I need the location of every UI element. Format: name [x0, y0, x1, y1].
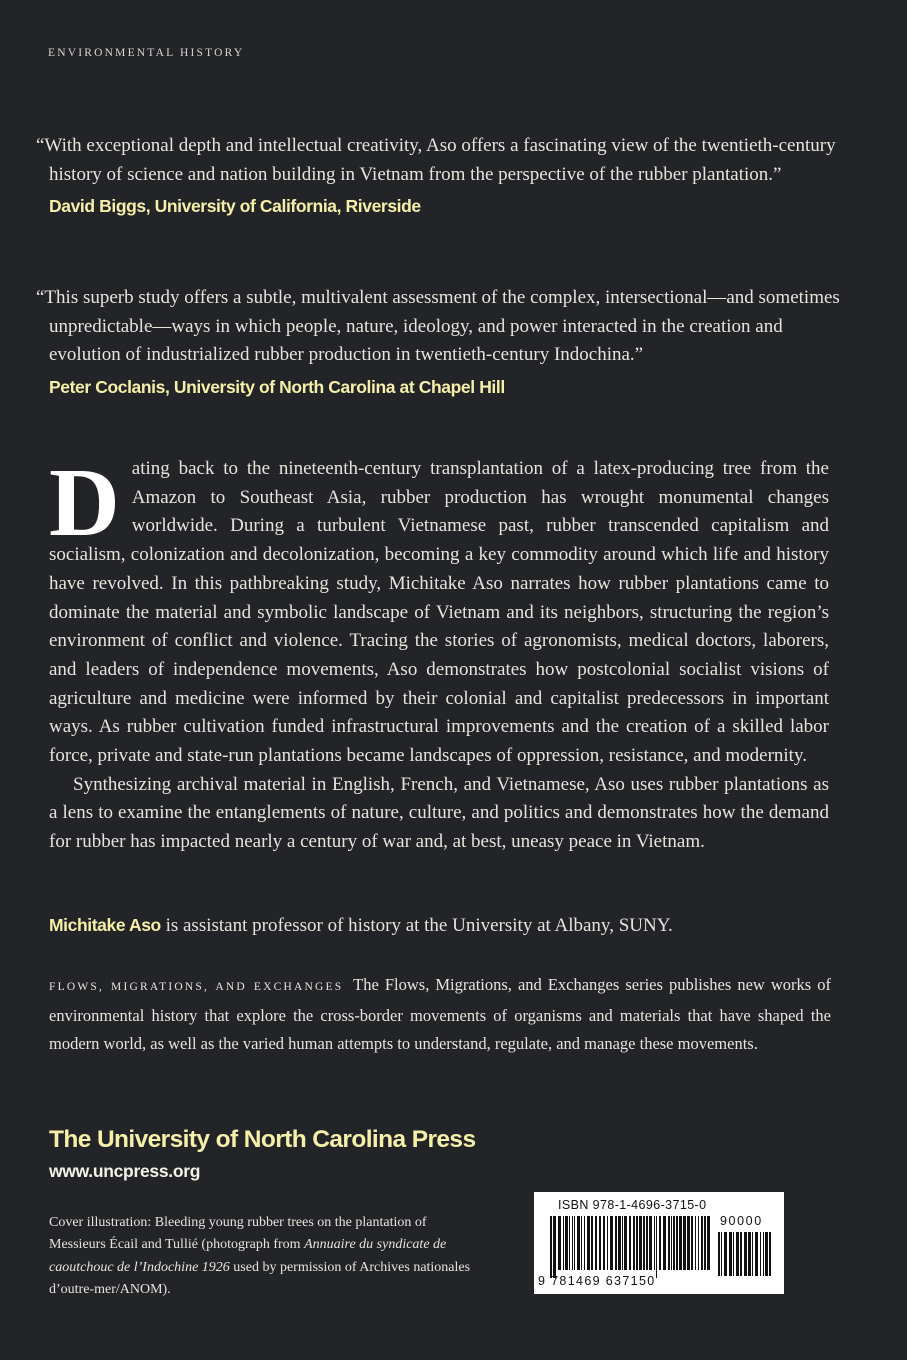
- barcode-bar: [639, 1216, 642, 1270]
- description-paragraph-2: Synthesizing archival material in English, French, and Vietnamese, Aso uses rubber plantations as a lens to examine the entanglements of nature, culture, and politics and demonstrates how the demand for rubber has impacted nearly a century of war and, at best, uneasy peace in Vietnam.: [49, 773, 829, 853]
- barcode-bar: [553, 1216, 556, 1278]
- barcode-bar: [643, 1216, 645, 1270]
- barcode-bar: [624, 1216, 627, 1270]
- barcode-bar: [563, 1216, 564, 1270]
- barcode-bar: [748, 1232, 751, 1276]
- series-description: [49, 971, 831, 1059]
- cover-credit-source: Annuaire du syndicate de caoutchouc de l’Indochine 1926: [49, 1237, 447, 1275]
- barcode-bar: [558, 1216, 561, 1270]
- barcode-bar: [550, 1216, 552, 1278]
- publisher-url[interactable]: www.uncpress.org: [49, 1161, 201, 1181]
- barcode-bar: [629, 1216, 631, 1270]
- barcode-bar: [744, 1232, 747, 1276]
- barcode-bar: [574, 1216, 575, 1270]
- barcode-bar: [591, 1216, 593, 1270]
- author-bio-text: is assistant professor of history at the University at Albany, SUNY.: [160, 915, 673, 936]
- barcode-bar: [636, 1216, 638, 1270]
- barcode-bar: [615, 1216, 617, 1270]
- barcode-bar: [695, 1216, 696, 1270]
- addon-barcode-bars: [718, 1232, 774, 1276]
- barcode-bar: [607, 1216, 608, 1270]
- barcode-bar: [646, 1216, 648, 1270]
- barcode-bar: [587, 1216, 590, 1270]
- barcode-bar: [752, 1232, 753, 1276]
- description-paragraph-1: [49, 449, 829, 771]
- barcode-bar: [603, 1216, 605, 1270]
- barcode-bar: [656, 1216, 657, 1278]
- barcode-bar: [622, 1216, 623, 1270]
- isbn-barcode: [534, 1192, 784, 1294]
- barcode-bar: [763, 1232, 764, 1276]
- barcode-bar: [618, 1216, 621, 1270]
- barcode-bar: [718, 1232, 720, 1276]
- barcode-bar: [721, 1232, 722, 1276]
- barcode-bar: [691, 1216, 693, 1270]
- barcode-bar: [673, 1216, 675, 1270]
- barcode-bar: [633, 1216, 635, 1270]
- addon-digits: 90000: [720, 1214, 763, 1228]
- barcode-bar: [736, 1232, 739, 1276]
- isbn-label: ISBN 978-1-4696-3715-0: [558, 1198, 707, 1212]
- barcode-bar: [610, 1216, 613, 1270]
- drop-cap: D: [49, 449, 120, 557]
- barcode-bar: [668, 1216, 670, 1270]
- barcode-bar: [755, 1232, 758, 1276]
- series-text: The Flows, Migrations, and Exchanges series publishes new works of environmental history that explore the cross-border movements of organisms and materials that have shaped the modern world, as well as the varied human attempts to understand, regulate, and manage these movements.: [49, 975, 832, 1053]
- barcode-bar: [769, 1232, 771, 1276]
- endorsement-2: [36, 284, 846, 398]
- endorsement-attribution: David Biggs, University of California, Riverside: [49, 196, 421, 216]
- barcode-bar: [649, 1216, 652, 1270]
- author-name: Michitake Aso: [49, 915, 161, 935]
- endorsement-1: [36, 132, 846, 217]
- cover-credit-permission: used by permission of Archives nationales d’outre-mer/ANOM).: [49, 1259, 471, 1298]
- barcode-bar: [701, 1216, 703, 1270]
- barcode-bar: [740, 1232, 742, 1276]
- barcode-bar: [577, 1216, 580, 1270]
- barcode-bar: [733, 1232, 734, 1276]
- barcode-bar: [659, 1216, 661, 1270]
- barcode-bar: [569, 1216, 570, 1270]
- barcode-bar: [595, 1216, 597, 1270]
- barcode-bar: [707, 1216, 710, 1270]
- barcode-bar: [572, 1216, 573, 1270]
- book-description: [49, 449, 829, 857]
- barcode-bar: [663, 1216, 666, 1270]
- series-name: FLOWS, MIGRATIONS, AND EXCHANGES: [49, 981, 344, 993]
- barcode-bar: [698, 1216, 699, 1270]
- cover-credit: [49, 1212, 479, 1302]
- series-label: ENVIRONMENTAL HISTORY: [48, 47, 245, 59]
- barcode-bar: [599, 1216, 601, 1270]
- publisher-name: The University of North Carolina Press: [49, 1126, 476, 1153]
- barcode-bar: [676, 1216, 678, 1270]
- barcode-bar: [704, 1216, 706, 1270]
- barcode-bar: [760, 1232, 761, 1276]
- author-bio: [49, 911, 849, 940]
- ean-barcode-bars: [550, 1216, 710, 1278]
- barcode-bar: [671, 1216, 672, 1270]
- barcode-bar: [724, 1232, 727, 1276]
- barcode-bar: [584, 1216, 585, 1270]
- endorsement-attribution: Peter Coclanis, University of North Carolina at Chapel Hill: [49, 376, 505, 397]
- barcode-bar: [729, 1232, 732, 1276]
- barcode-bar: [765, 1232, 768, 1276]
- barcode-bar: [687, 1216, 690, 1270]
- endorsement-quote: “This superb study offers a subtle, multivalent assessment of the complex, intersectional—and sometimes unpredictable—ways in which people, nature, ideology, and power interacted in the creation and evolution of industrialized rubber production in twentieth-century Indochina.”: [36, 287, 840, 365]
- description-text-1: ating back to the nineteenth-century transplantation of a latex-producing tree from the Amazon to Southeast Asia, rubber production has wrought monumental changes worldwide. During a turbulent Vietnamese past, rubber transcended capitalism and socialism, colonization and decolonization, becoming a key commodity around which life and history have revolved. In this pathbreaking study, Michitake Aso narrates how rubber plantations came to dominate the material and symbolic landscape of Vietnam and its neighbors, structuring the region’s environment of conflict and violence. Tracing the stories of agronomists, medical doctors, laborers, and leaders of independence movements, Aso demonstrates how postcolonial socialist visions of agriculture and medicine were informed by their colonial and capitalist predecessors in important ways. As rubber cultivation funded infrastructural improvements and the creation of a skilled labor force, private and state-run plantations became landscapes of oppression, resistance, and modernity.: [49, 458, 829, 767]
- barcode-bar: [683, 1216, 686, 1270]
- barcode-bar: [565, 1216, 568, 1270]
- cover-credit-text: Cover illustration: Bleeding young rubber trees on the plantation of Messieurs Écail and Tullié (photograph from: [49, 1215, 427, 1253]
- barcode-bar: [679, 1216, 682, 1270]
- barcode-bar: [654, 1216, 655, 1270]
- barcode-bar: [581, 1216, 582, 1270]
- ean-digits: 9 781469 637150: [538, 1274, 656, 1288]
- endorsement-quote: “With exceptional depth and intellectual creativity, Aso offers a fascinating view of the twentieth-century history of science and nation building in Vietnam from the perspective of the rubber plantation.”: [36, 135, 836, 185]
